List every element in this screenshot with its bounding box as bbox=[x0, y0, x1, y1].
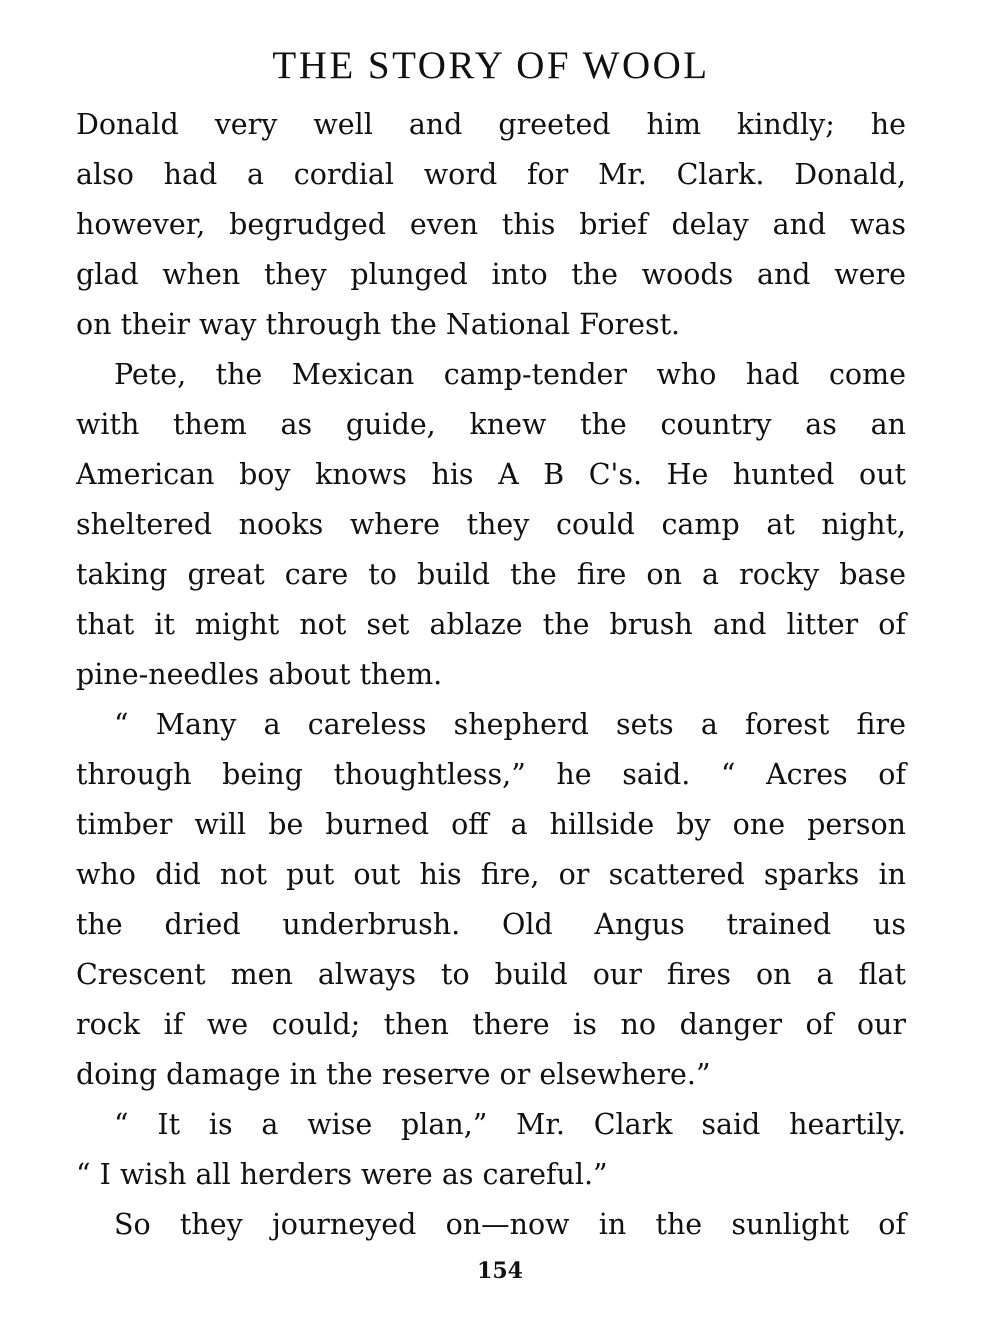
text-line: So they journeyed on—now in the sunlight of bbox=[114, 1208, 906, 1241]
text-line: who did not put out his fire, or scattered sparks in bbox=[76, 858, 906, 891]
text-line: Crescent men always to build our fires on a flat bbox=[76, 958, 906, 991]
body-text bbox=[76, 100, 906, 1250]
text-line: Pete, the Mexican camp-tender who had come bbox=[114, 358, 906, 391]
book-page bbox=[76, 40, 906, 1250]
text-line: Donald very well and greeted him kindly; he bbox=[76, 108, 906, 141]
text-line: with them as guide, knew the country as an bbox=[76, 408, 906, 441]
page-number: 154 bbox=[477, 1258, 523, 1284]
text-line: on their way through the National Forest. bbox=[76, 308, 681, 341]
text-line: rock if we could; then there is no danger of our bbox=[76, 1008, 906, 1041]
text-line: pine-needles about them. bbox=[76, 658, 443, 691]
text-line: taking great care to build the fire on a rocky base bbox=[76, 558, 906, 591]
text-line: doing damage in the reserve or elsewhere.” bbox=[76, 1058, 711, 1091]
text-line: American boy knows his A B C's. He hunted out bbox=[76, 458, 906, 491]
text-line: through being thoughtless,” he said. “ Acres of bbox=[76, 758, 906, 791]
text-line: “ I wish all herders were as careful.” bbox=[76, 1158, 608, 1191]
text-line: “ Many a careless shepherd sets a forest fire bbox=[114, 708, 906, 741]
text-line: “ It is a wise plan,” Mr. Clark said heartily. bbox=[114, 1108, 906, 1141]
text-line: glad when they plunged into the woods and were bbox=[76, 258, 906, 291]
text-line: also had a cordial word for Mr. Clark. Donald, bbox=[76, 158, 906, 191]
text-line: timber will be burned off a hillside by one person bbox=[76, 808, 906, 841]
text-line: sheltered nooks where they could camp at night, bbox=[76, 508, 906, 541]
text-line: the dried underbrush. Old Angus trained us bbox=[76, 908, 906, 941]
text-line: that it might not set ablaze the brush and litter of bbox=[76, 608, 906, 641]
running-head: THE STORY OF WOOL bbox=[272, 44, 710, 87]
text-line: however, begrudged even this brief delay and was bbox=[76, 208, 906, 241]
